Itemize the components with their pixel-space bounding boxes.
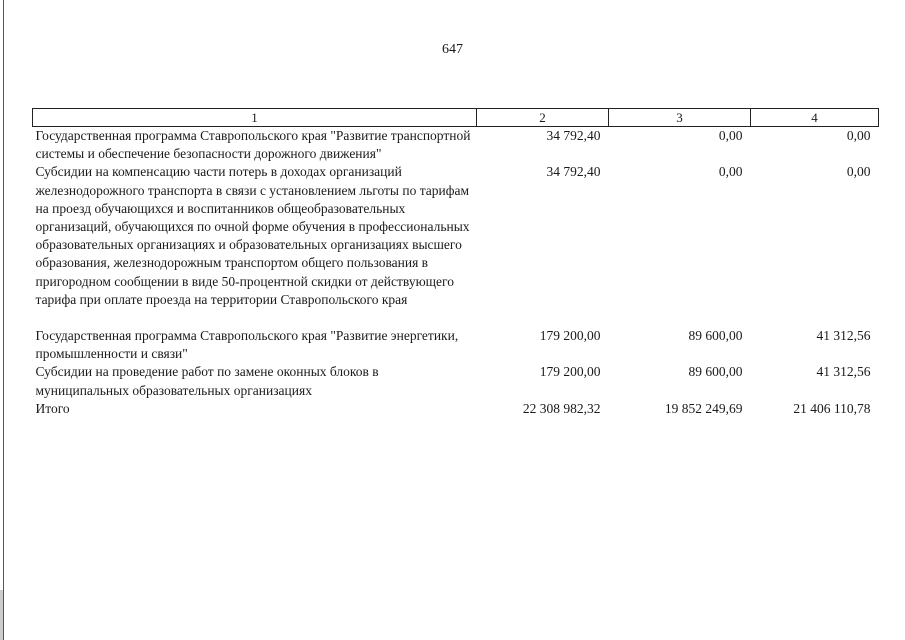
- row-value-col-2: 34 792,40: [546, 164, 601, 180]
- table-row: [33, 127, 879, 164]
- row-description: Государственная программа Ставропольского края "Развитие энергетики, промышленности и связи": [35, 328, 459, 362]
- header-col-2: 2: [477, 109, 609, 127]
- total-value-col-4: 21 406 110,78: [793, 400, 871, 416]
- row-value-col-3: 0,00: [718, 128, 743, 143]
- row-value-col-2: 179 200,00: [539, 328, 601, 344]
- table-row: [33, 363, 879, 399]
- row-value-col-2: 34 792,40: [546, 128, 601, 143]
- scan-edge-line: [3, 0, 4, 640]
- header-col-1: 1: [33, 109, 477, 127]
- row-value-col-3: 0,00: [718, 164, 743, 180]
- table-row-total: [33, 400, 879, 418]
- row-value-col-4: 0,00: [846, 128, 871, 143]
- total-value-col-2: 22 308 982,32: [522, 400, 601, 416]
- budget-table: [32, 108, 879, 418]
- header-col-4: 4: [751, 109, 879, 127]
- header-col-3: 3: [609, 109, 751, 127]
- row-description: Субсидии на проведение работ по замене оконных блоков в муниципальных образовательных организациях: [35, 364, 379, 398]
- row-value-col-4: 0,00: [846, 164, 871, 180]
- scan-edge-shadow: [0, 590, 3, 640]
- row-value-col-4: 41 312,56: [816, 328, 871, 344]
- total-value-col-3: 19 852 249,69: [664, 400, 743, 416]
- row-value-col-3: 89 600,00: [688, 328, 743, 344]
- table-row: [33, 163, 879, 309]
- page-number: 647: [442, 42, 463, 57]
- row-value-col-2: 179 200,00: [539, 364, 601, 380]
- table-row: [33, 327, 879, 363]
- row-spacer: [33, 309, 879, 327]
- row-description: Субсидии на компенсацию части потерь в доходах организаций железнодорожного транспорта в связи с установлением льготы по тарифам на проезд обучающихся и воспитанников общеобразовательных организаций, обучающихся по очной форме обучения в профессиональных образовательных организациях и образовательных организациях высшего образования, железнодорожным транспортом общего пользования в пригородном сообщении в виде 50-процентной скидки от действующего тарифа при оплате проезда на территории Ставропольского края: [35, 164, 470, 307]
- header-row: [33, 109, 879, 127]
- row-value-col-3: 89 600,00: [688, 364, 743, 380]
- total-label: Итого: [35, 400, 70, 416]
- row-description: Государственная программа Ставропольского края "Развитие транспортной системы и обеспечение безопасности дорожного движения": [35, 128, 471, 162]
- row-value-col-4: 41 312,56: [816, 364, 871, 380]
